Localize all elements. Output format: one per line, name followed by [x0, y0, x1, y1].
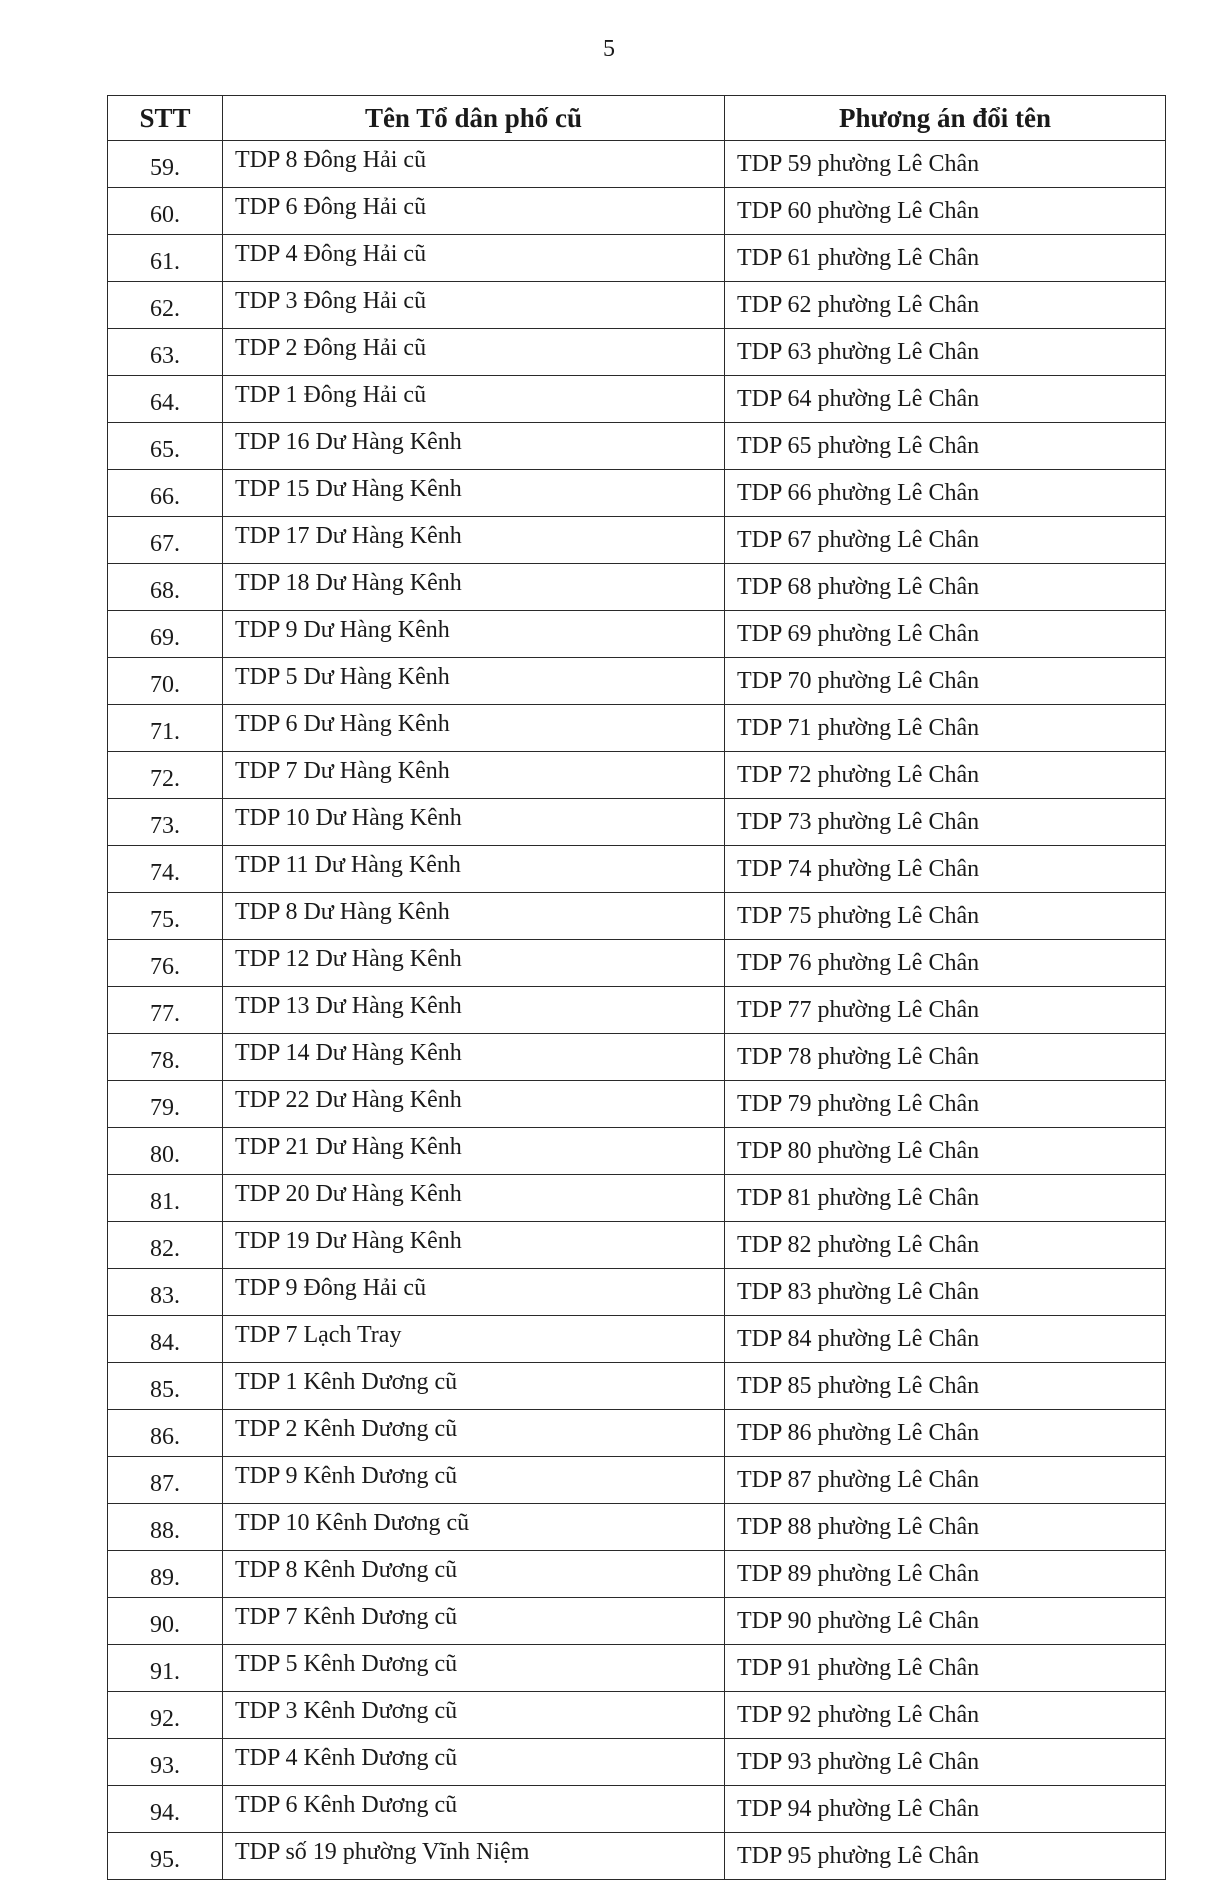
cell-stt: 86.: [108, 1410, 223, 1457]
cell-stt: 76.: [108, 940, 223, 987]
cell-new-name: TDP 64 phường Lê Chân: [725, 376, 1166, 423]
cell-old-name: TDP 7 Dư Hàng Kênh: [223, 752, 725, 799]
cell-old-name: TDP 5 Kênh Dương cũ: [223, 1645, 725, 1692]
cell-old-name: TDP 12 Dư Hàng Kênh: [223, 940, 725, 987]
cell-stt: 91.: [108, 1645, 223, 1692]
cell-new-name: TDP 69 phường Lê Chân: [725, 611, 1166, 658]
cell-old-name: TDP 8 Kênh Dương cũ: [223, 1551, 725, 1598]
cell-old-name: TDP 6 Kênh Dương cũ: [223, 1786, 725, 1833]
cell-new-name: TDP 91 phường Lê Chân: [725, 1645, 1166, 1692]
table-row: [108, 1269, 1166, 1316]
cell-stt: 62.: [108, 282, 223, 329]
cell-old-name: TDP 2 Kênh Dương cũ: [223, 1410, 725, 1457]
table-row: [108, 376, 1166, 423]
cell-new-name: TDP 75 phường Lê Chân: [725, 893, 1166, 940]
table-row: [108, 705, 1166, 752]
table-row: [108, 987, 1166, 1034]
cell-stt: 87.: [108, 1457, 223, 1504]
cell-new-name: TDP 76 phường Lê Chân: [725, 940, 1166, 987]
cell-stt: 66.: [108, 470, 223, 517]
cell-stt: 84.: [108, 1316, 223, 1363]
cell-new-name: TDP 71 phường Lê Chân: [725, 705, 1166, 752]
cell-stt: 74.: [108, 846, 223, 893]
table-row: [108, 470, 1166, 517]
table-row: [108, 611, 1166, 658]
table-row: [108, 658, 1166, 705]
cell-new-name: TDP 78 phường Lê Chân: [725, 1034, 1166, 1081]
cell-old-name: TDP 9 Đông Hải cũ: [223, 1269, 725, 1316]
table-row: [108, 1081, 1166, 1128]
table-row: [108, 1833, 1166, 1880]
cell-stt: 63.: [108, 329, 223, 376]
cell-new-name: TDP 93 phường Lê Chân: [725, 1739, 1166, 1786]
cell-old-name: TDP số 19 phường Vĩnh Niệm: [223, 1833, 725, 1880]
cell-stt: 61.: [108, 235, 223, 282]
cell-old-name: TDP 2 Đông Hải cũ: [223, 329, 725, 376]
table-row: [108, 1128, 1166, 1175]
cell-old-name: TDP 7 Lạch Tray: [223, 1316, 725, 1363]
cell-stt: 75.: [108, 893, 223, 940]
cell-new-name: TDP 83 phường Lê Chân: [725, 1269, 1166, 1316]
cell-stt: 81.: [108, 1175, 223, 1222]
cell-new-name: TDP 70 phường Lê Chân: [725, 658, 1166, 705]
table-header-row: [108, 96, 1166, 141]
renaming-table: [107, 95, 1166, 1880]
page-number: 5: [603, 36, 615, 62]
cell-old-name: TDP 20 Dư Hàng Kênh: [223, 1175, 725, 1222]
cell-new-name: TDP 81 phường Lê Chân: [725, 1175, 1166, 1222]
cell-stt: 59.: [108, 141, 223, 188]
cell-new-name: TDP 95 phường Lê Chân: [725, 1833, 1166, 1880]
cell-stt: 79.: [108, 1081, 223, 1128]
table-row: [108, 517, 1166, 564]
cell-old-name: TDP 10 Kênh Dương cũ: [223, 1504, 725, 1551]
cell-new-name: TDP 66 phường Lê Chân: [725, 470, 1166, 517]
cell-new-name: TDP 74 phường Lê Chân: [725, 846, 1166, 893]
cell-new-name: TDP 77 phường Lê Chân: [725, 987, 1166, 1034]
cell-stt: 78.: [108, 1034, 223, 1081]
cell-stt: 73.: [108, 799, 223, 846]
cell-old-name: TDP 9 Kênh Dương cũ: [223, 1457, 725, 1504]
cell-stt: 82.: [108, 1222, 223, 1269]
table-row: [108, 1692, 1166, 1739]
cell-old-name: TDP 7 Kênh Dương cũ: [223, 1598, 725, 1645]
cell-stt: 70.: [108, 658, 223, 705]
table-row: [108, 1739, 1166, 1786]
cell-old-name: TDP 21 Dư Hàng Kênh: [223, 1128, 725, 1175]
cell-stt: 85.: [108, 1363, 223, 1410]
cell-stt: 89.: [108, 1551, 223, 1598]
cell-old-name: TDP 18 Dư Hàng Kênh: [223, 564, 725, 611]
cell-new-name: TDP 84 phường Lê Chân: [725, 1316, 1166, 1363]
cell-new-name: TDP 80 phường Lê Chân: [725, 1128, 1166, 1175]
cell-new-name: TDP 73 phường Lê Chân: [725, 799, 1166, 846]
table-row: [108, 188, 1166, 235]
cell-stt: 67.: [108, 517, 223, 564]
cell-new-name: TDP 79 phường Lê Chân: [725, 1081, 1166, 1128]
table-row: [108, 329, 1166, 376]
header-old-name: Tên Tổ dân phố cũ: [223, 96, 725, 141]
table-row: [108, 1551, 1166, 1598]
cell-new-name: TDP 86 phường Lê Chân: [725, 1410, 1166, 1457]
cell-new-name: TDP 72 phường Lê Chân: [725, 752, 1166, 799]
table-row: [108, 1598, 1166, 1645]
cell-old-name: TDP 1 Đông Hải cũ: [223, 376, 725, 423]
cell-new-name: TDP 59 phường Lê Chân: [725, 141, 1166, 188]
cell-old-name: TDP 6 Dư Hàng Kênh: [223, 705, 725, 752]
table-row: [108, 846, 1166, 893]
cell-old-name: TDP 15 Dư Hàng Kênh: [223, 470, 725, 517]
cell-old-name: TDP 9 Dư Hàng Kênh: [223, 611, 725, 658]
table-row: [108, 1786, 1166, 1833]
cell-new-name: TDP 65 phường Lê Chân: [725, 423, 1166, 470]
cell-stt: 71.: [108, 705, 223, 752]
cell-stt: 80.: [108, 1128, 223, 1175]
cell-stt: 92.: [108, 1692, 223, 1739]
cell-new-name: TDP 87 phường Lê Chân: [725, 1457, 1166, 1504]
cell-old-name: TDP 16 Dư Hàng Kênh: [223, 423, 725, 470]
table-row: [108, 141, 1166, 188]
cell-old-name: TDP 4 Kênh Dương cũ: [223, 1739, 725, 1786]
table-row: [108, 1645, 1166, 1692]
table-row: [108, 564, 1166, 611]
cell-old-name: TDP 3 Đông Hải cũ: [223, 282, 725, 329]
table-row: [108, 235, 1166, 282]
table-row: [108, 1034, 1166, 1081]
cell-new-name: TDP 63 phường Lê Chân: [725, 329, 1166, 376]
cell-stt: 90.: [108, 1598, 223, 1645]
table-row: [108, 1175, 1166, 1222]
table-row: [108, 1316, 1166, 1363]
header-stt: STT: [108, 96, 223, 141]
cell-stt: 94.: [108, 1786, 223, 1833]
table-row: [108, 1222, 1166, 1269]
cell-new-name: TDP 92 phường Lê Chân: [725, 1692, 1166, 1739]
cell-stt: 88.: [108, 1504, 223, 1551]
table-row: [108, 1410, 1166, 1457]
cell-old-name: TDP 3 Kênh Dương cũ: [223, 1692, 725, 1739]
cell-new-name: TDP 60 phường Lê Chân: [725, 188, 1166, 235]
cell-new-name: TDP 94 phường Lê Chân: [725, 1786, 1166, 1833]
cell-old-name: TDP 13 Dư Hàng Kênh: [223, 987, 725, 1034]
cell-stt: 77.: [108, 987, 223, 1034]
table-row: [108, 893, 1166, 940]
cell-stt: 95.: [108, 1833, 223, 1880]
table-body: [108, 141, 1166, 1880]
table-row: [108, 799, 1166, 846]
cell-old-name: TDP 5 Dư Hàng Kênh: [223, 658, 725, 705]
cell-stt: 93.: [108, 1739, 223, 1786]
cell-old-name: TDP 11 Dư Hàng Kênh: [223, 846, 725, 893]
cell-new-name: TDP 61 phường Lê Chân: [725, 235, 1166, 282]
cell-stt: 65.: [108, 423, 223, 470]
table-row: [108, 752, 1166, 799]
cell-old-name: TDP 8 Dư Hàng Kênh: [223, 893, 725, 940]
cell-stt: 64.: [108, 376, 223, 423]
cell-new-name: TDP 68 phường Lê Chân: [725, 564, 1166, 611]
cell-old-name: TDP 8 Đông Hải cũ: [223, 141, 725, 188]
cell-old-name: TDP 17 Dư Hàng Kênh: [223, 517, 725, 564]
cell-new-name: TDP 89 phường Lê Chân: [725, 1551, 1166, 1598]
cell-new-name: TDP 88 phường Lê Chân: [725, 1504, 1166, 1551]
cell-stt: 83.: [108, 1269, 223, 1316]
cell-old-name: TDP 19 Dư Hàng Kênh: [223, 1222, 725, 1269]
cell-old-name: TDP 14 Dư Hàng Kênh: [223, 1034, 725, 1081]
table-row: [108, 940, 1166, 987]
cell-old-name: TDP 22 Dư Hàng Kênh: [223, 1081, 725, 1128]
cell-new-name: TDP 67 phường Lê Chân: [725, 517, 1166, 564]
cell-new-name: TDP 82 phường Lê Chân: [725, 1222, 1166, 1269]
table-row: [108, 1504, 1166, 1551]
cell-stt: 68.: [108, 564, 223, 611]
table-row: [108, 423, 1166, 470]
cell-stt: 72.: [108, 752, 223, 799]
cell-old-name: TDP 4 Đông Hải cũ: [223, 235, 725, 282]
cell-new-name: TDP 85 phường Lê Chân: [725, 1363, 1166, 1410]
cell-new-name: TDP 90 phường Lê Chân: [725, 1598, 1166, 1645]
table-row: [108, 1457, 1166, 1504]
cell-old-name: TDP 10 Dư Hàng Kênh: [223, 799, 725, 846]
cell-stt: 69.: [108, 611, 223, 658]
table-row: [108, 282, 1166, 329]
cell-old-name: TDP 6 Đông Hải cũ: [223, 188, 725, 235]
cell-old-name: TDP 1 Kênh Dương cũ: [223, 1363, 725, 1410]
cell-new-name: TDP 62 phường Lê Chân: [725, 282, 1166, 329]
cell-stt: 60.: [108, 188, 223, 235]
header-new-name: Phương án đổi tên: [725, 96, 1166, 141]
table-row: [108, 1363, 1166, 1410]
